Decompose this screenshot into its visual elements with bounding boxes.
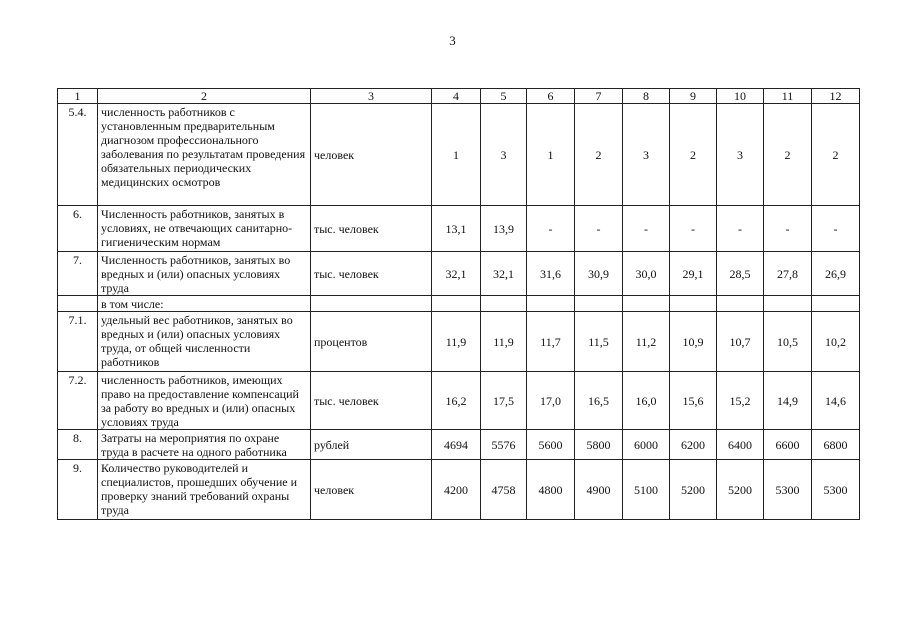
value-cell: -: [670, 206, 717, 252]
unit-of-measure: рублей: [311, 430, 432, 460]
unit-of-measure: тыс. человек: [311, 252, 432, 296]
value-cell: 11,9: [432, 312, 481, 372]
value-cell: 32,1: [481, 252, 527, 296]
column-header: 5: [481, 89, 527, 104]
indicator-name: численность работников, имеющих право на предоставление компенсаций за работу во вредных и (или) опасных условиях труда: [98, 372, 311, 430]
table-row: [58, 252, 860, 296]
table-row: [58, 460, 860, 520]
table-row: [58, 296, 860, 312]
table-header-row: [58, 89, 860, 104]
value-cell: -: [527, 206, 575, 252]
column-header: 8: [623, 89, 670, 104]
value-cell: 1: [432, 104, 481, 206]
column-header: 4: [432, 89, 481, 104]
value-cell: 10,2: [812, 312, 860, 372]
indicator-name: в том числе:: [98, 296, 311, 312]
value-cell: -: [717, 206, 764, 252]
value-cell: 11,9: [481, 312, 527, 372]
indicator-name: Численность работников, занятых во вредных и (или) опасных условиях труда: [98, 252, 311, 296]
indicator-name: удельный вес работников, занятых во вредных и (или) опасных условиях труда, от общей численности работников: [98, 312, 311, 372]
value-cell: 6600: [764, 430, 812, 460]
value-cell: -: [812, 206, 860, 252]
value-cell: 13,9: [481, 206, 527, 252]
value-cell: 16,5: [575, 372, 623, 430]
unit-of-measure: процентов: [311, 312, 432, 372]
row-number: 6.: [58, 206, 98, 252]
value-cell: 27,8: [764, 252, 812, 296]
value-cell: 4800: [527, 460, 575, 520]
value-cell: 16,2: [432, 372, 481, 430]
row-number: [58, 296, 98, 312]
value-cell: 5800: [575, 430, 623, 460]
column-header: 11: [764, 89, 812, 104]
row-number: 9.: [58, 460, 98, 520]
value-cell: 15,6: [670, 372, 717, 430]
column-header: 2: [98, 89, 311, 104]
row-number: 8.: [58, 430, 98, 460]
unit-of-measure: тыс. человек: [311, 206, 432, 252]
unit-of-measure: [311, 296, 432, 312]
table-row: [58, 104, 860, 206]
value-cell: 3: [481, 104, 527, 206]
value-cell: 28,5: [717, 252, 764, 296]
table-row: [58, 372, 860, 430]
value-cell: 13,1: [432, 206, 481, 252]
table-row: [58, 430, 860, 460]
value-cell: 6200: [670, 430, 717, 460]
value-cell: 1: [527, 104, 575, 206]
value-cell: [481, 296, 527, 312]
value-cell: 6400: [717, 430, 764, 460]
value-cell: 4200: [432, 460, 481, 520]
value-cell: 6000: [623, 430, 670, 460]
value-cell: 2: [670, 104, 717, 206]
value-cell: 2: [764, 104, 812, 206]
unit-of-measure: человек: [311, 104, 432, 206]
value-cell: 10,7: [717, 312, 764, 372]
value-cell: 26,9: [812, 252, 860, 296]
column-header: 3: [311, 89, 432, 104]
value-cell: -: [575, 206, 623, 252]
page-number: 3: [449, 33, 456, 48]
value-cell: [764, 296, 812, 312]
value-cell: 5576: [481, 430, 527, 460]
value-cell: 4758: [481, 460, 527, 520]
value-cell: 14,6: [812, 372, 860, 430]
value-cell: 5300: [764, 460, 812, 520]
value-cell: 31,6: [527, 252, 575, 296]
value-cell: 2: [575, 104, 623, 206]
value-cell: 3: [717, 104, 764, 206]
value-cell: [575, 296, 623, 312]
value-cell: [432, 296, 481, 312]
value-cell: 5100: [623, 460, 670, 520]
indicator-name: Затраты на мероприятия по охране труда в расчете на одного работника: [98, 430, 311, 460]
value-cell: 11,5: [575, 312, 623, 372]
unit-of-measure: тыс. человек: [311, 372, 432, 430]
value-cell: 3: [623, 104, 670, 206]
row-number: 5.4.: [58, 104, 98, 206]
indicator-name: Численность работников, занятых в условиях, не отвечающих санитарно-гигиеническим нормам: [98, 206, 311, 252]
value-cell: 17,0: [527, 372, 575, 430]
unit-of-measure: человек: [311, 460, 432, 520]
value-cell: 5200: [717, 460, 764, 520]
value-cell: 14,9: [764, 372, 812, 430]
table-row: [58, 206, 860, 252]
value-cell: 32,1: [432, 252, 481, 296]
value-cell: 5300: [812, 460, 860, 520]
value-cell: [623, 296, 670, 312]
row-number: 7.2.: [58, 372, 98, 430]
value-cell: -: [764, 206, 812, 252]
row-number: 7.1.: [58, 312, 98, 372]
value-cell: [527, 296, 575, 312]
value-cell: 2: [812, 104, 860, 206]
table-row: [58, 312, 860, 372]
value-cell: -: [623, 206, 670, 252]
value-cell: 5600: [527, 430, 575, 460]
value-cell: [812, 296, 860, 312]
value-cell: 4900: [575, 460, 623, 520]
table-body: [58, 89, 860, 520]
value-cell: 6800: [812, 430, 860, 460]
value-cell: 30,9: [575, 252, 623, 296]
value-cell: 16,0: [623, 372, 670, 430]
value-cell: 17,5: [481, 372, 527, 430]
value-cell: [670, 296, 717, 312]
indicators-table: [57, 88, 860, 520]
value-cell: 15,2: [717, 372, 764, 430]
column-header: 7: [575, 89, 623, 104]
indicator-name: Количество руководителей и специалистов, прошедших обучение и проверку знаний требований охраны труда: [98, 460, 311, 520]
value-cell: [717, 296, 764, 312]
row-number: 7.: [58, 252, 98, 296]
value-cell: 4694: [432, 430, 481, 460]
column-header: 6: [527, 89, 575, 104]
value-cell: 11,7: [527, 312, 575, 372]
column-header: 12: [812, 89, 860, 104]
value-cell: 5200: [670, 460, 717, 520]
value-cell: 10,5: [764, 312, 812, 372]
indicator-name: численность работников с установленным предварительным диагнозом профессионального заболевания по результатам проведения обязательных периодических медицинских осмотров: [98, 104, 311, 206]
column-header: 9: [670, 89, 717, 104]
value-cell: 29,1: [670, 252, 717, 296]
column-header: 10: [717, 89, 764, 104]
value-cell: 11,2: [623, 312, 670, 372]
column-header: 1: [58, 89, 98, 104]
value-cell: 10,9: [670, 312, 717, 372]
value-cell: 30,0: [623, 252, 670, 296]
